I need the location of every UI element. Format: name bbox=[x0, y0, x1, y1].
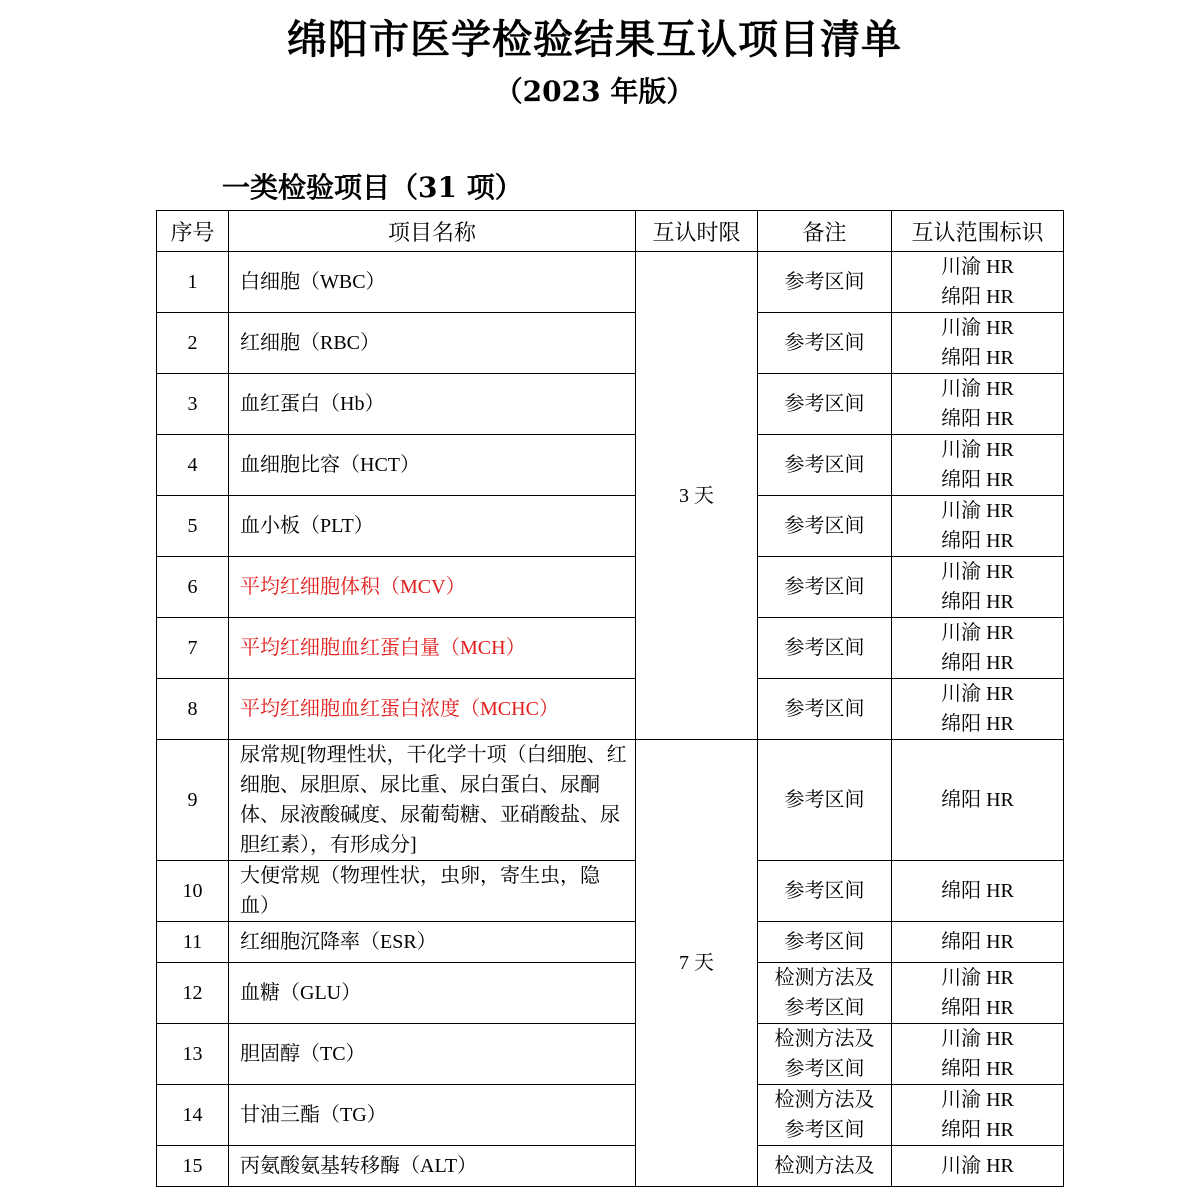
serial-cell: 11 bbox=[157, 922, 229, 963]
serial-cell: 4 bbox=[157, 435, 229, 496]
serial-cell: 10 bbox=[157, 861, 229, 922]
scope-cell bbox=[892, 679, 1064, 740]
scope-cell bbox=[892, 1024, 1064, 1085]
item-name-cell: 大便常规（物理性状，虫卵，寄生虫，隐血） bbox=[229, 861, 636, 922]
scope-badge: 绵阳 HR bbox=[941, 1058, 1014, 1080]
item-name-cell: 丙氨酸氨基转移酶（ALT） bbox=[229, 1146, 636, 1187]
item-name-cell: 平均红细胞血红蛋白浓度（MCHC） bbox=[229, 679, 636, 740]
scope-badge: 绵阳 HR bbox=[941, 713, 1014, 735]
table-header-row bbox=[157, 211, 1064, 252]
scope-badge: 川渝 HR bbox=[941, 1089, 1014, 1111]
note-cell bbox=[758, 963, 892, 1024]
scope-badge: 川渝 HR bbox=[941, 561, 1014, 583]
table-row bbox=[157, 740, 1064, 861]
table-row bbox=[157, 922, 1064, 963]
item-name-cell: 红细胞沉降率（ESR） bbox=[229, 922, 636, 963]
table-row bbox=[157, 557, 1064, 618]
table-row bbox=[157, 435, 1064, 496]
header-item-name: 项目名称 bbox=[229, 211, 636, 252]
scope-cell bbox=[892, 861, 1064, 922]
note-line: 参考区间 bbox=[784, 997, 865, 1019]
table-row bbox=[157, 496, 1064, 557]
scope-badge: 川渝 HR bbox=[941, 1155, 1014, 1177]
item-name-cell: 平均红细胞血红蛋白量（MCH） bbox=[229, 618, 636, 679]
time-limit-cell: 7 天 bbox=[636, 740, 758, 1187]
serial-cell: 7 bbox=[157, 618, 229, 679]
header-time-limit: 互认时限 bbox=[636, 211, 758, 252]
note-cell: 参考区间 bbox=[758, 679, 892, 740]
scope-badge: 川渝 HR bbox=[941, 439, 1014, 461]
item-name-cell: 血细胞比容（HCT） bbox=[229, 435, 636, 496]
serial-cell: 14 bbox=[157, 1085, 229, 1146]
serial-cell: 8 bbox=[157, 679, 229, 740]
scope-badge: 绵阳 HR bbox=[941, 408, 1014, 430]
note-cell: 参考区间 bbox=[758, 922, 892, 963]
note-cell: 参考区间 bbox=[758, 618, 892, 679]
note-cell: 参考区间 bbox=[758, 557, 892, 618]
section-title: 一类检验项目（31 项） bbox=[222, 171, 523, 204]
serial-cell: 13 bbox=[157, 1024, 229, 1085]
scope-cell bbox=[892, 313, 1064, 374]
table-row bbox=[157, 1146, 1064, 1187]
header-scope: 互认范围标识 bbox=[892, 211, 1064, 252]
note-cell bbox=[758, 1085, 892, 1146]
scope-badge: 绵阳 HR bbox=[941, 1119, 1014, 1141]
scope-badge: 川渝 HR bbox=[941, 500, 1014, 522]
note-line: 检测方法及 bbox=[774, 967, 875, 989]
scope-cell bbox=[892, 963, 1064, 1024]
scope-badge: 绵阳 HR bbox=[941, 286, 1014, 308]
note-line: 参考区间 bbox=[784, 1119, 865, 1141]
note-cell: 参考区间 bbox=[758, 496, 892, 557]
table-row bbox=[157, 1024, 1064, 1085]
scope-badge: 川渝 HR bbox=[941, 378, 1014, 400]
table-row bbox=[157, 618, 1064, 679]
scope-badge: 绵阳 HR bbox=[941, 880, 1014, 902]
table-row bbox=[157, 313, 1064, 374]
note-cell: 参考区间 bbox=[758, 252, 892, 313]
scope-badge: 川渝 HR bbox=[941, 1028, 1014, 1050]
note-line: 参考区间 bbox=[784, 1058, 865, 1080]
scope-cell bbox=[892, 435, 1064, 496]
scope-badge: 川渝 HR bbox=[941, 256, 1014, 278]
note-cell: 参考区间 bbox=[758, 435, 892, 496]
serial-cell: 1 bbox=[157, 252, 229, 313]
scope-badge: 川渝 HR bbox=[941, 317, 1014, 339]
table-row bbox=[157, 252, 1064, 313]
note-line: 检测方法及 bbox=[774, 1155, 875, 1177]
item-name-cell: 平均红细胞体积（MCV） bbox=[229, 557, 636, 618]
item-name-cell: 甘油三酯（TG） bbox=[229, 1085, 636, 1146]
item-name-cell: 尿常规[物理性状，干化学十项（白细胞、红细胞、尿胆原、尿比重、尿白蛋白、尿酮体、尿液酸碱度、尿葡萄糖、亚硝酸盐、尿胆红素），有形成分] bbox=[229, 740, 636, 861]
serial-cell: 5 bbox=[157, 496, 229, 557]
edition-subtitle: （2023 年版） bbox=[494, 75, 695, 108]
serial-cell: 2 bbox=[157, 313, 229, 374]
table-row bbox=[157, 963, 1064, 1024]
scope-badge: 绵阳 HR bbox=[941, 347, 1014, 369]
header-serial: 序号 bbox=[157, 211, 229, 252]
table-row bbox=[157, 374, 1064, 435]
scope-badge: 川渝 HR bbox=[941, 967, 1014, 989]
scope-cell bbox=[892, 374, 1064, 435]
scope-badge: 绵阳 HR bbox=[941, 997, 1014, 1019]
item-name-cell: 血糖（GLU） bbox=[229, 963, 636, 1024]
scope-cell bbox=[892, 740, 1064, 861]
item-name-cell: 血红蛋白（Hb） bbox=[229, 374, 636, 435]
note-cell bbox=[758, 1146, 892, 1187]
item-name-cell: 血小板（PLT） bbox=[229, 496, 636, 557]
scope-badge: 绵阳 HR bbox=[941, 591, 1014, 613]
document-title: 绵阳市医学检验结果互认项目清单 bbox=[287, 16, 902, 63]
scope-cell bbox=[892, 496, 1064, 557]
scope-badge: 绵阳 HR bbox=[941, 652, 1014, 674]
scope-badge: 绵阳 HR bbox=[941, 789, 1014, 811]
time-limit-cell: 3 天 bbox=[636, 252, 758, 740]
scope-badge: 川渝 HR bbox=[941, 683, 1014, 705]
serial-cell: 6 bbox=[157, 557, 229, 618]
note-cell bbox=[758, 1024, 892, 1085]
serial-cell: 12 bbox=[157, 963, 229, 1024]
item-name-cell: 白细胞（WBC） bbox=[229, 252, 636, 313]
serial-cell: 15 bbox=[157, 1146, 229, 1187]
scope-cell bbox=[892, 252, 1064, 313]
note-cell: 参考区间 bbox=[758, 861, 892, 922]
scope-badge: 绵阳 HR bbox=[941, 931, 1014, 953]
item-name-cell: 胆固醇（TC） bbox=[229, 1024, 636, 1085]
note-line: 检测方法及 bbox=[774, 1089, 875, 1111]
scope-badge: 绵阳 HR bbox=[941, 530, 1014, 552]
table-row bbox=[157, 861, 1064, 922]
scope-cell bbox=[892, 618, 1064, 679]
scope-cell bbox=[892, 557, 1064, 618]
item-name-cell: 红细胞（RBC） bbox=[229, 313, 636, 374]
scope-badge: 川渝 HR bbox=[941, 622, 1014, 644]
serial-cell: 9 bbox=[157, 740, 229, 861]
table-row bbox=[157, 679, 1064, 740]
note-cell: 参考区间 bbox=[758, 374, 892, 435]
scope-cell bbox=[892, 1085, 1064, 1146]
note-line: 检测方法及 bbox=[774, 1028, 875, 1050]
serial-cell: 3 bbox=[157, 374, 229, 435]
scope-cell bbox=[892, 1146, 1064, 1187]
scope-badge: 绵阳 HR bbox=[941, 469, 1014, 491]
scope-cell bbox=[892, 922, 1064, 963]
table-row bbox=[157, 1085, 1064, 1146]
header-note: 备注 bbox=[758, 211, 892, 252]
note-cell: 参考区间 bbox=[758, 740, 892, 861]
note-cell: 参考区间 bbox=[758, 313, 892, 374]
items-table bbox=[156, 210, 1064, 1187]
